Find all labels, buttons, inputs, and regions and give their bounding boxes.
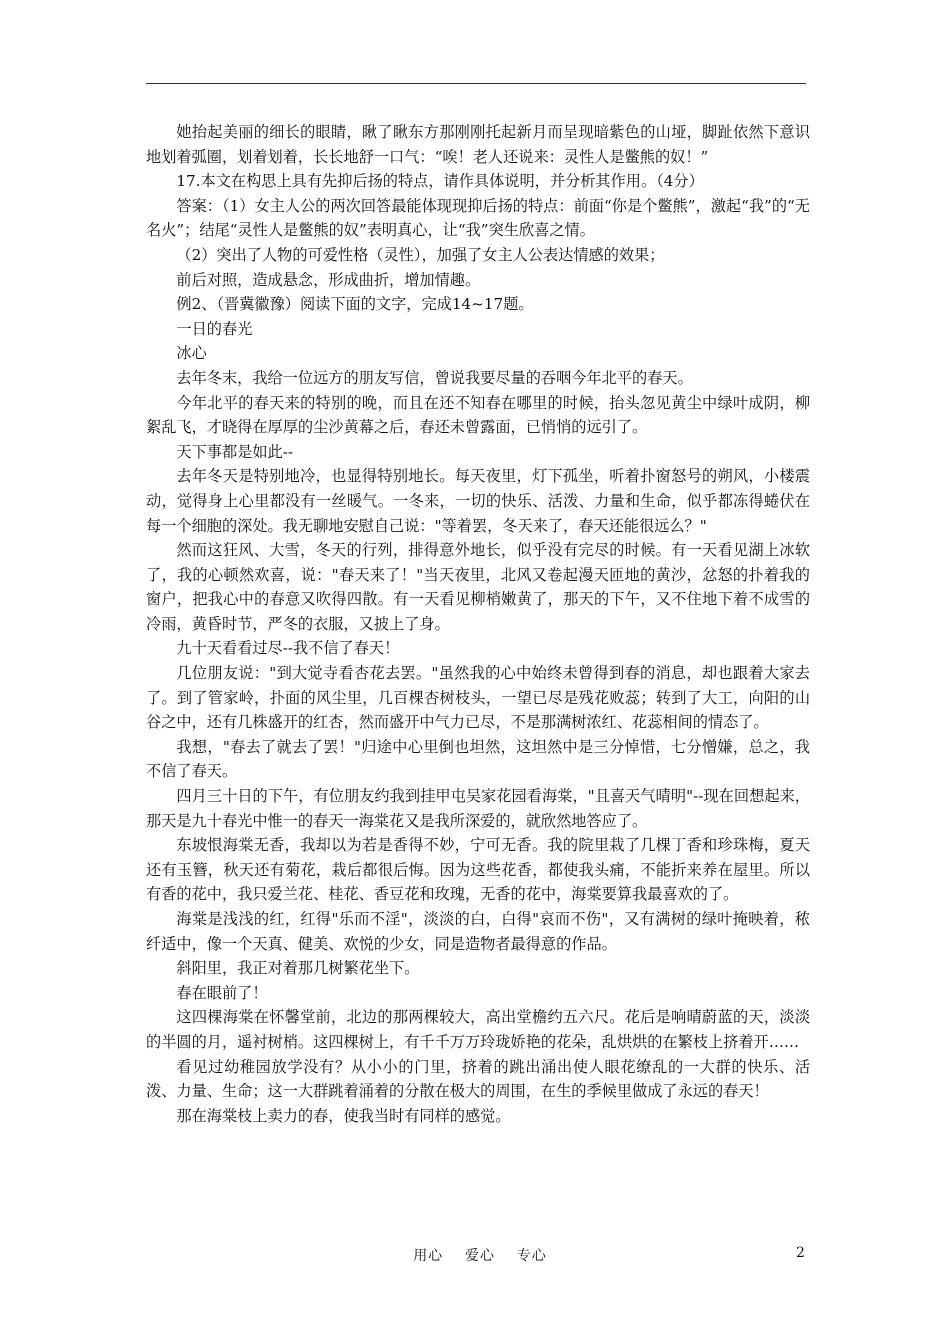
page-number: 2 (796, 1245, 805, 1261)
paragraph: 斜阳里，我正对着那几树繁花坐下。 (176, 959, 420, 978)
answer-part-2: （2）突出了人物的可爱性格（灵性），加强了女主人公表达情感的效果； (176, 245, 665, 264)
paragraph: 去年冬末，我给一位远方的朋友写信，曾说我要尽量的吞咽今年北平的春天。 (176, 368, 693, 387)
footer-motto: 用心 爱心 专心 (413, 1248, 547, 1264)
answer-part-3: 前后对照，造成悬念，形成曲折，增加情趣。 (176, 270, 481, 289)
example-2-intro: 例2、（晋冀徽豫）阅读下面的文字，完成14~17题。 (176, 295, 534, 314)
paragraph: 几位朋友说："到大觉寺看杏花去罢。"虽然我的心中始终未曾得到春的消息，却也跟着大家去了。到了管家岭，扑面的风尘里，几百棵杏树枝头，一望已尽是残花败蕊；转到了大工，向阳的山谷之中，还有几株盛开的红杏，然而盛开中气力已尽，不是那满树浓红、花蕊相间的情态了。 (146, 664, 810, 732)
paragraph: 然而这狂风、大雪，冬天的行列，排得意外地长，似乎没有完尽的时候。有一天看见湖上冰软了，我的心顿然欢喜，说："春天来了！"当天夜里，北风又卷起漫天匝地的黄沙，忿怒的扑着我的窗户，把我心中的春意又吹得四散。有一天看见柳梢嫩黄了，那天的下午，又不住地下着不成雪的冷雨，黄昏时节，严冬的衣服，又披上了身。 (146, 541, 810, 633)
paragraph: 她抬起美丽的细长的眼睛，瞅了瞅东方那刚刚托起新月而呈现暗紫色的山垭，脚趾依然下意识地划着弧圈，划着划着，长长地舒一口气：“唉！老人还说来：灵性人是鳖熊的奴！” (146, 123, 810, 166)
paragraph: 去年冬天是特别地冷，也显得特别地长。每天夜里，灯下孤坐，听着扑窗怒号的朔风，小楼震动，觉得身上心里都没有一丝暖气。一冬来，一切的快乐、活泼、力量和生命，似乎都冻得蜷伏在每一个细胞的深处。我无聊地安慰自己说："等着罢，冬天来了，春天还能很远么？" (146, 467, 810, 535)
paragraph: 海棠是浅浅的红，红得"乐而不淫"，淡淡的白，白得"哀而不伤"，又有满树的绿叶掩映着，秾纤适中，像一个天真、健美、欢悦的少女，同是造物者最得意的作品。 (146, 910, 810, 953)
header-rule (146, 83, 806, 84)
paragraph: 春在眼前了！ (176, 983, 268, 1002)
paragraph: 东坡恨海棠无香，我却以为若是香得不妙，宁可无香。我的院里栽了几棵丁香和珍珠梅，夏天还有玉簪，秋天还有菊花，栽后都很后悔。因为这些花香，都使我头痛，不能折来养在屋里。所以有香的花中，我只爱兰花、桂花、香豆花和玫瑰，无香的花中，海棠要算我最喜欢的了。 (146, 836, 810, 904)
paragraph: 天下事都是如此-- (176, 442, 293, 461)
paragraph: 那在海棠枝上卖力的春，使我当时有同样的感觉。 (176, 1106, 511, 1125)
paragraph: 四月三十日的下午，有位朋友约我到挂甲屯吴家花园看海棠，"且喜天气晴明"--现在回想起来，那天是九十春光中惟一的春天一海棠花又是我所深爱的，就欣然地答应了。 (146, 787, 810, 830)
answer-part-1: 答案：（1）女主人公的两次回答最能体现现抑后扬的特点：前面“你是个鳖熊”，激起“我”的“无名火”；结尾“灵性人是鳖熊的奴”表明真心，让“我”突生欣喜之情。 (146, 196, 810, 240)
paragraph: 看见过幼稚园放学没有？从小小的门里，挤着的跳出涌出使人眼花缭乱的一大群的快乐、活泼、力量、生命；这一大群跳着涌着的分散在极大的周围，在生的季候里做成了永远的春天！ (146, 1057, 810, 1101)
paragraph: 我想，"春去了就去了罢！"归途中心里倒也坦然，这坦然中是三分悼惜，七分憎嫌，总之，我不信了春天。 (146, 737, 810, 781)
article-author: 冰心 (176, 344, 207, 363)
question-17: 17.本文在构思上具有先抑后扬的特点，请作具体说明，并分析其作用。（4分） (176, 172, 704, 191)
document-body (146, 120, 810, 1128)
paragraph: 今年北平的春天来的特别的晚，而且在还不知春在哪里的时候，抬头忽见黄尘中绿叶成阴，柳絮乱飞，才晓得在厚厚的尘沙黄幕之后，春还未曾露面，已悄悄的远引了。 (146, 393, 810, 437)
paragraph: 九十天看看过尽--我不信了春天！ (176, 639, 400, 658)
article-title: 一日的春光 (176, 319, 253, 338)
paragraph: 这四棵海棠在怀馨堂前，北边的那两棵较大，高出堂檐约五六尺。花后是响晴蔚蓝的天，淡淡的半圆的月，遥衬树梢。这四棵树上，有千千万万玲珑娇艳的花朵，乱烘烘的在繁枝上挤着开…… (146, 1008, 810, 1051)
